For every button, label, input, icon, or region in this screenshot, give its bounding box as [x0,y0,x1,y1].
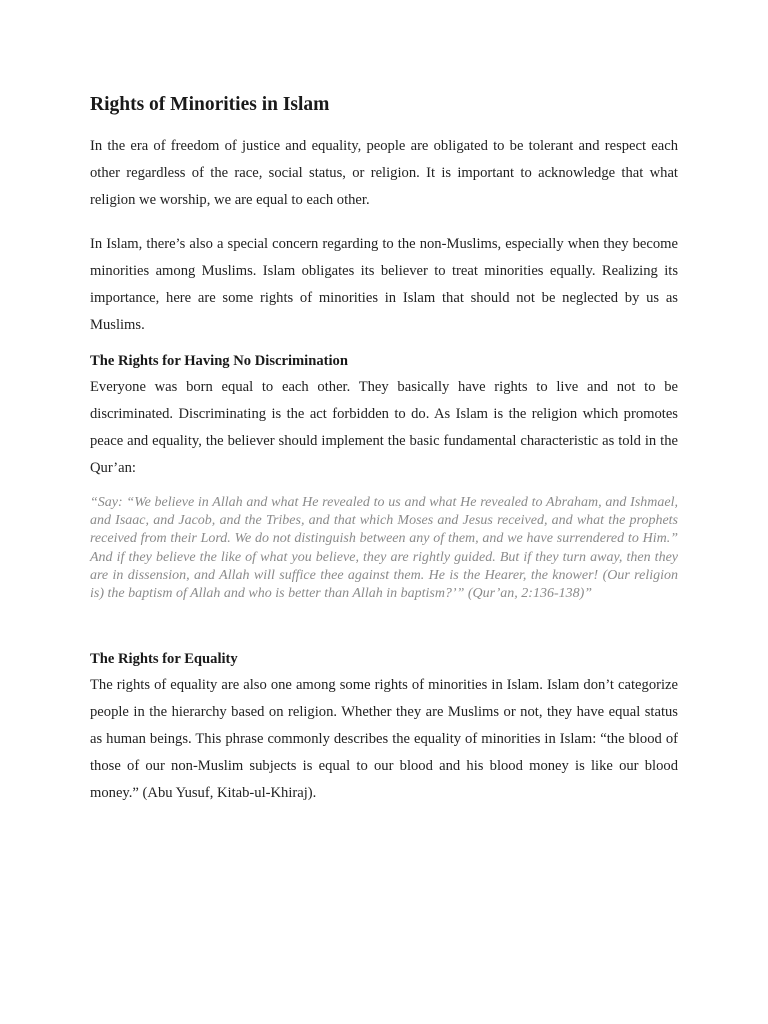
section-body-no-discrimination: Everyone was born equal to each other. They basically have rights to live and not to be discriminated. Discriminating is the act forbidden to do. As Islam is the religion which promotes peace and equality, the believer should implement the basic fundamental characteristic as told in the Qur’an: [90,379,678,476]
section-heading-equality: The Rights for Equality [90,651,238,667]
section-heading-no-discrimination: The Rights for Having No Discrimination [90,353,348,369]
second-paragraph: In Islam, there’s also a special concern regarding to the non-Muslims, especially when they become minorities among Muslims. Islam obligates its believer to treat minorities equally. Realizing its importance, here are some rights of minorities in Islam that should not be neglected by us as Muslims. [90,236,678,333]
quran-quote: “Say: “We believe in Allah and what He revealed to us and what He revealed to Abraham, and Ishmael, and Isaac, and Jacob, and the Tribes, and that which Moses and Jesus received, and what the prophets received from their Lord. We do not distinguish between any of them, and we have surrendered to Him.” And if they believe the like of what you believe, they are rightly guided. But if they turn away, then they are in dissension, and Allah will suffice thee against them. He is the Hearer, the knower! (Our religion is) the baptism of Allah and who is better than Allah in baptism?’” (Qur’an, 2:136-138)” [90,495,678,602]
intro-paragraph: In the era of freedom of justice and equality, people are obligated to be tolerant and respect each other regardless of the race, social status, or religion. It is important to acknowledge that what religion we worship, we are equal to each other. [90,138,678,208]
section-body-equality: The rights of equality are also one among some rights of minorities in Islam. Islam don’t categorize people in the hierarchy based on religion. Whether they are Muslims or not, they have equal status as human beings. This phrase commonly describes the equality of minorities in Islam: “the blood of those of our non-Muslim subjects is equal to our blood and his blood money is like our blood money.” (Abu Yusuf, Kitab-ul-Khiraj). [90,677,678,801]
document-title: Rights of Minorities in Islam [90,94,330,115]
